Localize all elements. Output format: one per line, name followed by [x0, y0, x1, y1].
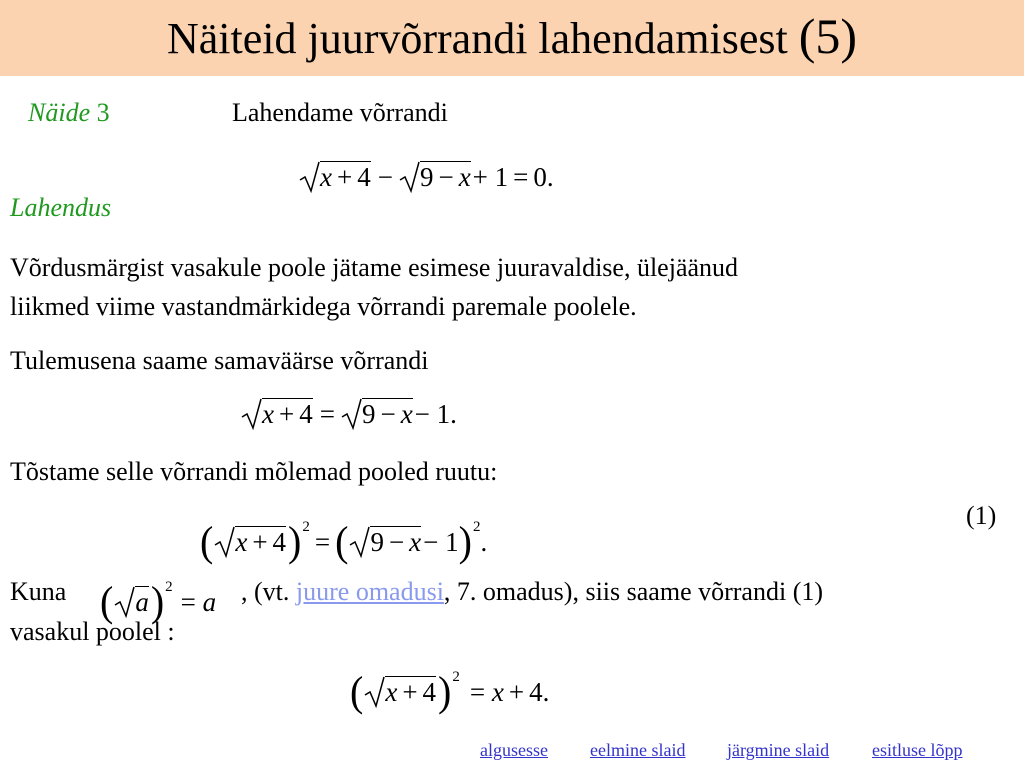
paragraph-4-line-2: vasakul poolel :: [10, 617, 175, 646]
equation-number: (1): [966, 501, 997, 530]
paragraph-2: Tulemusena saame samaväärse võrrandi: [10, 346, 429, 375]
nav-start-link[interactable]: [480, 738, 548, 762]
sqrt-1a: [298, 160, 371, 194]
paragraph-4-rest: [241, 576, 823, 608]
example-word: Näide: [28, 98, 91, 127]
radicand-1a: x + 4: [320, 162, 371, 192]
radicand-1b: 9 − x: [419, 162, 471, 192]
radicand-a: a: [135, 587, 149, 617]
juure-omadusi-link[interactable]: juure omadusi: [295, 577, 444, 606]
exponent-3b: 2: [472, 519, 481, 535]
sqrt-2b: [340, 397, 413, 431]
radicand-3b: 9 − x: [370, 527, 422, 557]
exponent-3a: 2: [302, 519, 310, 535]
sqrt-4a: [363, 675, 436, 709]
equation-2: x + 4 = 9 − x− 1.: [240, 397, 457, 431]
exponent-a: 2: [165, 579, 173, 595]
paragraph-1-line-2: liikmed viime vastandmärkidega võrrandi paremale poolele.: [10, 292, 637, 321]
sqrt-a: [113, 585, 149, 619]
radicand-2b: 9 − x: [361, 399, 413, 429]
equation-3: ( x + 4)$^2$ = ( 9 − x− 1)$^2$.: [200, 517, 488, 566]
example-label: [28, 97, 110, 129]
equation-2-tail: − 1.: [414, 399, 457, 429]
example-intro: Lahendame võrrandi: [232, 98, 448, 127]
equation-3-end: .: [480, 527, 488, 557]
slide-title-text: Näiteid juurvõrrandi lahendamisest: [166, 14, 788, 63]
paragraph-3: Tõstame selle võrrandi mõlemad pooled ruutu:: [10, 457, 498, 486]
nav-start-text[interactable]: algusesse: [480, 740, 548, 760]
paragraph-1-line-1: Võrdusmärgist vasakule poole jätame esimese juuravaldise, ülejäänud: [10, 253, 739, 282]
example-number: 3: [96, 98, 110, 127]
solution-label: Lahendus: [10, 193, 112, 222]
slide-title-number: (5): [798, 8, 858, 64]
exponent-4a: 2: [452, 669, 460, 685]
nav-prev-text[interactable]: eelmine slaid: [590, 740, 686, 760]
paragraph-4-mid: , (vt.: [241, 577, 290, 606]
equation-kuna: ( a)$^2$ = a: [100, 577, 217, 626]
equation-4: ( x + 4)$^2$ = x + 4.: [350, 667, 550, 716]
equation-4-rhs: = x + 4.: [469, 677, 550, 707]
radicand-3a: x + 4: [235, 527, 287, 557]
nav-end-text[interactable]: esitluse lõpp: [872, 740, 963, 760]
paragraph-4-start: Kuna: [10, 577, 67, 606]
nav-end-link[interactable]: [872, 738, 963, 762]
equation-3-inner-tail: − 1: [423, 527, 459, 557]
equation-1-tail: + 1 = 0.: [472, 162, 554, 192]
nav-next-text[interactable]: järgmine slaid: [727, 740, 830, 760]
sqrt-1b: [398, 160, 471, 194]
nav-next-link[interactable]: [727, 738, 829, 762]
sqrt-3b: [348, 525, 421, 559]
radicand-2a: x + 4: [262, 399, 313, 429]
equation-1: x + 4 − 9 − x+ 1 = 0.: [298, 160, 554, 194]
radicand-4a: x + 4: [385, 677, 437, 707]
kuna-rhs: = a: [180, 587, 217, 617]
slide-title: [0, 6, 1024, 69]
sqrt-2a: [240, 397, 313, 431]
nav-prev-link[interactable]: [590, 738, 685, 762]
paragraph-4-end: , 7. omadus), siis saame võrrandi (1): [443, 577, 824, 606]
sqrt-3a: [213, 525, 286, 559]
